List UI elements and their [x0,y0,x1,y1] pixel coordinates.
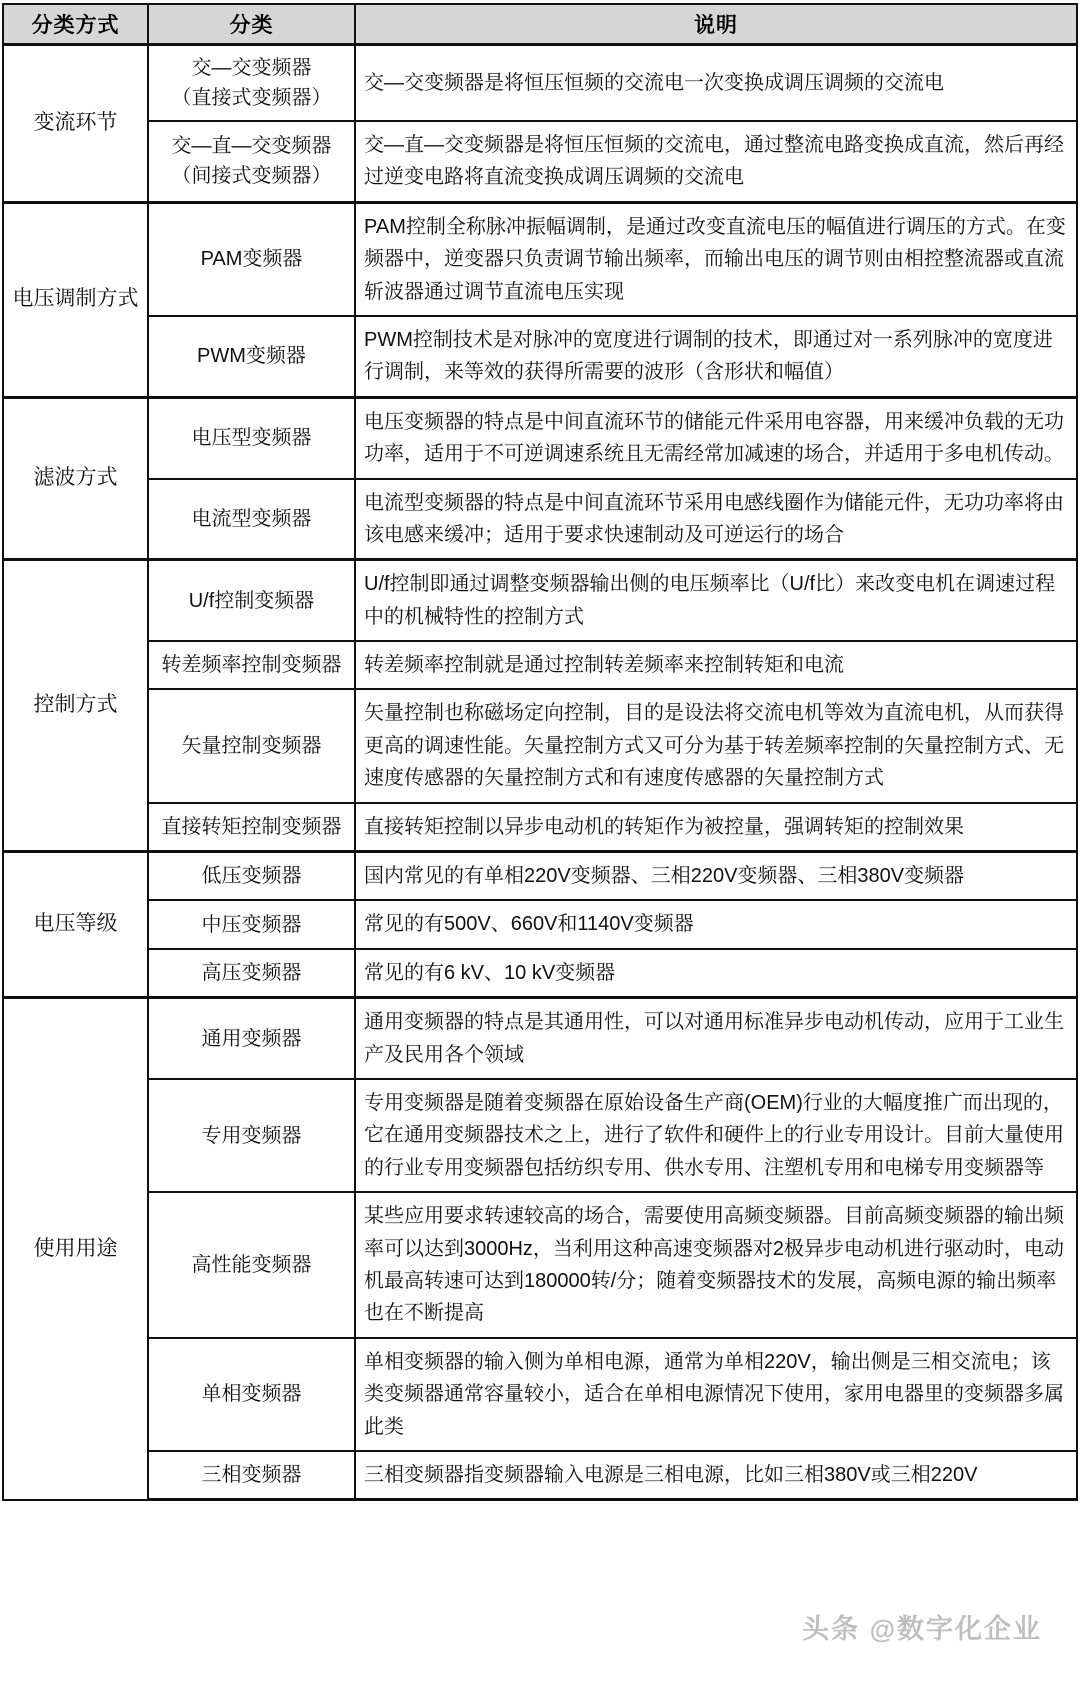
table-row [3,803,1077,852]
table-row [3,900,1077,948]
watermark-name: 数字化企业 [897,1614,1042,1644]
subtype-cell: PAM变频器 [148,202,355,316]
description-cell: 国内常见的有单相220V变频器、三相220V变频器、三相380V变频器 [355,852,1077,901]
table-row [3,202,1077,316]
group-cell: 电压等级 [3,852,148,998]
description-cell: 直接转矩控制以异步电动机的转矩作为被控量，强调转矩的控制效果 [355,803,1077,852]
table-row [3,641,1077,689]
group-cell: 电压调制方式 [3,202,148,397]
description-cell: PAM控制全称脉冲振幅调制，是通过改变直流电压的幅值进行调压的方式。在变频器中，逆变器只负责调节输出频率，而输出电压的调节则由相控整流器或直流斩波器通过调节直流电压实现 [355,202,1077,316]
description-cell: 转差频率控制就是通过控制转差频率来控制转矩和电流 [355,641,1077,689]
table-row [3,121,1077,202]
table-row [3,45,1077,122]
subtype-cell: 交—交变频器 （直接式变频器） [148,45,355,122]
description-cell: 通用变频器的特点是其通用性，可以对通用标准异步电动机传动，应用于工业生产及民用各个领域 [355,998,1077,1079]
subtype-cell: 交—直—交变频器 （间接式变频器） [148,121,355,202]
table-row [3,949,1077,998]
column-header-classification-method: 分类方式 [3,4,148,45]
description-cell: 专用变频器是随着变频器在原始设备生产商(OEM)行业的大幅度推广而出现的，它在通用变频器技术之上，进行了软件和硬件上的行业专用设计。目前大量使用的行业专用变频器包括纺织专用、供水专用、注塑机专用和电梯专用变频器等 [355,1079,1077,1192]
description-cell: 常见的有6 kV、10 kV变频器 [355,949,1077,998]
subtype-cell: 三相变频器 [148,1451,355,1500]
table-row [3,1079,1077,1192]
group-cell: 滤波方式 [3,397,148,560]
subtype-cell: 中压变频器 [148,900,355,948]
group-cell: 变流环节 [3,45,148,203]
table-row [3,1192,1077,1338]
description-cell: 常见的有500V、660V和1140V变频器 [355,900,1077,948]
description-cell: U/f控制即通过调整变频器输出侧的电压频率比（U/f比）来改变电机在调速过程中的机械特性的控制方式 [355,560,1077,641]
table-row [3,689,1077,802]
table-row [3,479,1077,560]
description-cell: 三相变频器指变频器输入电源是三相电源，比如三相380V或三相220V [355,1451,1077,1500]
column-header-description: 说明 [355,4,1077,45]
table-row [3,1451,1077,1500]
subtype-cell: 转差频率控制变频器 [148,641,355,689]
subtype-cell: PWM变频器 [148,316,355,397]
table-row [3,852,1077,901]
subtype-cell: 专用变频器 [148,1079,355,1192]
description-cell: 交—交变频器是将恒压恒频的交流电一次变换成调压调频的交流电 [355,45,1077,122]
table-body [3,45,1077,1500]
description-cell: PWM控制技术是对脉冲的宽度进行调制的技术，即通过对一系列脉冲的宽度进行调制，来等效的获得所需要的波形（含形状和幅值） [355,316,1077,397]
description-cell: 电压变频器的特点是中间直流环节的储能元件采用电容器，用来缓冲负载的无功功率，适用于不可逆调速系统且无需经常加减速的场合，并适用于多电机传动。 [355,397,1077,478]
subtype-cell: 高性能变频器 [148,1192,355,1338]
subtype-cell: 电流型变频器 [148,479,355,560]
subtype-cell: 电压型变频器 [148,397,355,478]
vfd-classification-table [2,3,1078,1501]
subtype-cell: 矢量控制变频器 [148,689,355,802]
subtype-cell: 低压变频器 [148,852,355,901]
description-cell: 电流型变频器的特点是中间直流环节采用电感线圈作为储能元件，无功功率将由该电感来缓冲；适用于要求快速制动及可逆运行的场合 [355,479,1077,560]
table-row [3,1338,1077,1451]
group-cell: 控制方式 [3,560,148,852]
watermark-at-symbol: @ [869,1614,897,1644]
column-header-classification: 分类 [148,4,355,45]
table-row [3,397,1077,478]
table-row [3,316,1077,397]
table-row [3,560,1077,641]
subtype-cell: 通用变频器 [148,998,355,1079]
subtype-cell: 高压变频器 [148,949,355,998]
table-header [3,4,1077,45]
watermark-prefix: 头条 [802,1614,861,1644]
description-cell: 单相变频器的输入侧为单相电源，通常为单相220V，输出侧是三相交流电；该类变频器通常容量较小，适合在单相电源情况下使用，家用电器里的变频器多属此类 [355,1338,1077,1451]
subtype-cell: 单相变频器 [148,1338,355,1451]
subtype-cell: U/f控制变频器 [148,560,355,641]
table-row [3,998,1077,1079]
subtype-cell: 直接转矩控制变频器 [148,803,355,852]
description-cell: 交—直—交变频器是将恒压恒频的交流电，通过整流电路变换成直流，然后再经过逆变电路将直流变换成调压调频的交流电 [355,121,1077,202]
document-page [0,3,1080,1698]
header-row [3,4,1077,45]
group-cell: 使用用途 [3,998,148,1500]
description-cell: 某些应用要求转速较高的场合，需要使用高频变频器。目前高频变频器的输出频率可以达到3000Hz，当利用这种高速变频器对2极异步电动机进行驱动时，电动机最高转速可达到180000转/分；随着变频器技术的发展，高频电源的输出频率也在不断提高 [355,1192,1077,1338]
watermark [802,1607,1042,1646]
description-cell: 矢量控制也称磁场定向控制，目的是设法将交流电机等效为直流电机，从而获得更高的调速性能。矢量控制方式又可分为基于转差频率控制的矢量控制方式、无速度传感器的矢量控制方式和有速度传感器的矢量控制方式 [355,689,1077,802]
